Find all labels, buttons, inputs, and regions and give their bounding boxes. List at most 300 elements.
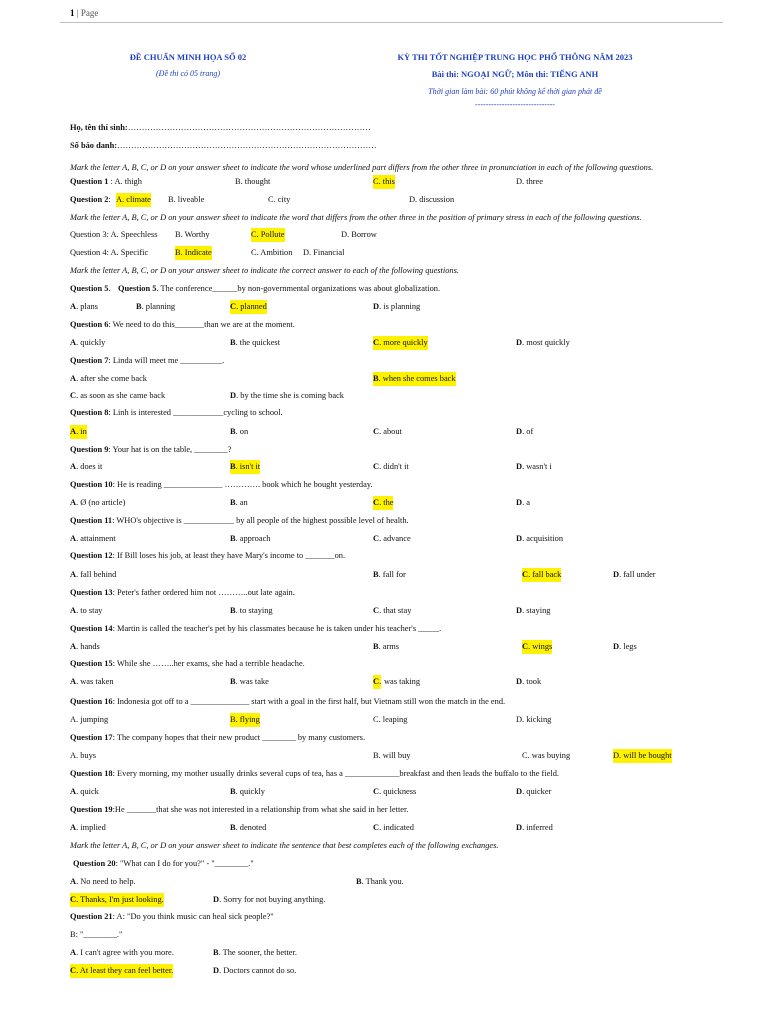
- candidate-id-label: Số báo danh:: [70, 141, 118, 150]
- highlighted-answer: [373, 675, 381, 689]
- bold-label: Question 18: [70, 769, 113, 778]
- bold-label: A: [70, 787, 77, 796]
- question-line: [0, 282, 768, 296]
- instruction-line: [0, 839, 768, 853]
- text: . Thanks, I'm just looking.: [76, 895, 164, 904]
- bold-label: C: [373, 823, 380, 832]
- bold-label: C: [70, 966, 77, 975]
- instruction-text: Mark the letter A, B, C, or D on your answer sheet to indicate the sentence that best completes each of the following exchanges.: [70, 841, 499, 850]
- line-text: [213, 893, 325, 907]
- text: . inferred: [522, 823, 553, 832]
- line-text: [230, 496, 248, 510]
- bold-label: A: [70, 948, 77, 957]
- text: C. was buying: [522, 751, 571, 760]
- line-text: [213, 964, 296, 978]
- bold-label: C: [373, 787, 380, 796]
- bold-label: Question 21: [70, 912, 113, 921]
- bold-label: D: [373, 302, 380, 311]
- question-line: [0, 964, 768, 978]
- bold-label: B: [136, 302, 142, 311]
- line-text: [70, 713, 108, 727]
- line-text: [70, 622, 441, 636]
- bold-label: D: [516, 787, 523, 796]
- line-text: [516, 425, 533, 439]
- text: . fall behind: [76, 570, 117, 579]
- highlighted-answer: [230, 460, 260, 474]
- line-text: [70, 372, 147, 386]
- highlighted-answer: [373, 336, 428, 350]
- question-line: [0, 928, 768, 942]
- text: . indicated: [379, 823, 414, 832]
- bold-label: A: [70, 823, 77, 832]
- line-text: [516, 532, 563, 546]
- text: : "What can I do for you?" - "________.": [115, 859, 254, 868]
- bold-label: B: [373, 642, 379, 651]
- instruction-text: Mark the letter A, B, C, or D on your answer sheet to indicate the correct answer to each of the following questions.: [70, 266, 459, 275]
- exam-title: KỲ THI TỐT NGHIỆP TRUNG HỌC PHỔ THÔNG NĂM 2023: [397, 52, 633, 62]
- bold-label: D: [516, 534, 523, 543]
- highlighted-answer: [230, 300, 267, 314]
- text: : While she ……..her exams, she had a terrible headache.: [112, 659, 305, 668]
- bold-label: C: [373, 462, 380, 471]
- text: . as soon as she came back: [76, 391, 166, 400]
- line-text: [70, 514, 409, 528]
- question-line: [0, 514, 768, 528]
- line-text: [373, 785, 416, 799]
- bold-label: C: [373, 534, 380, 543]
- line-text: [70, 246, 148, 260]
- question-line: [0, 657, 768, 671]
- bold-label: C: [373, 677, 380, 686]
- line-text: [251, 246, 292, 260]
- text: . planned: [236, 302, 267, 311]
- text: . Thank you.: [361, 877, 404, 886]
- line-text: [516, 496, 530, 510]
- line-text: [70, 910, 274, 924]
- text: : He is reading ______________ …………. book which he bought yesterday.: [112, 480, 373, 489]
- text: A. buys: [70, 751, 97, 760]
- text: . At least they can feel better.: [76, 966, 174, 975]
- text: . acquisition: [522, 534, 564, 543]
- line-text: [516, 713, 551, 727]
- page-number: 1: [70, 8, 75, 18]
- text: . isn't it: [235, 462, 261, 471]
- question-line: [0, 425, 768, 439]
- line-text: [118, 282, 440, 296]
- line-text: [373, 568, 406, 582]
- bold-label: C: [522, 642, 529, 651]
- line-text: [168, 193, 204, 207]
- line-text: [70, 785, 99, 799]
- question-line: [0, 549, 768, 563]
- text: .: [379, 677, 382, 686]
- text: . in: [76, 427, 87, 436]
- bold-label: A: [70, 534, 77, 543]
- line-text: [136, 300, 175, 314]
- line-text: [70, 875, 136, 889]
- highlighted-answer: [116, 193, 151, 207]
- question-line: [0, 875, 768, 889]
- text: C. Ambition: [251, 248, 293, 257]
- line-text: [341, 228, 377, 242]
- bold-label: B: [230, 534, 236, 543]
- line-text: [373, 749, 410, 763]
- text: . The conference______by non-governmental organizations was about globalization.: [156, 284, 441, 293]
- text: . fall for: [378, 570, 406, 579]
- highlighted-answer: [613, 749, 672, 763]
- text: . of: [522, 427, 534, 436]
- line-text: [70, 496, 125, 510]
- line-text: [70, 549, 345, 563]
- line-text: [70, 389, 165, 403]
- question-line: [0, 731, 768, 745]
- line-text: [230, 532, 270, 546]
- line-text: [516, 785, 551, 799]
- line-text: [70, 675, 114, 689]
- question-line: [0, 568, 768, 582]
- line-text: [230, 675, 269, 689]
- bold-label: C: [70, 391, 77, 400]
- text: . hands: [76, 642, 100, 651]
- text: . Ø (no article): [76, 498, 126, 507]
- question-line: [0, 193, 768, 207]
- bold-label: C: [373, 498, 380, 507]
- question-line: [0, 695, 768, 709]
- line-text: [70, 300, 98, 314]
- bold-label: Question 20: [73, 859, 116, 868]
- line-text: [70, 193, 111, 207]
- bold-label: B: [356, 877, 362, 886]
- text: : Martin is called the teacher's pet by his classmates because he is taken under his teacher's _____.: [112, 624, 442, 633]
- bold-label: B: [213, 948, 219, 957]
- bold-label: D: [516, 462, 523, 471]
- question-line: [0, 910, 768, 924]
- bold-label: D: [213, 966, 220, 975]
- text: :: [108, 195, 111, 204]
- candidate-name-label: Họ, tên thí sinh:: [70, 123, 128, 132]
- text: C. Pollute: [251, 230, 285, 239]
- text: : If Bill loses his job, at least they have Mary's income to _______on.: [112, 551, 346, 560]
- bold-label: Question 16: [70, 697, 113, 706]
- line-text: [384, 675, 420, 689]
- text: B. thought: [235, 177, 271, 186]
- question-line: [0, 857, 768, 871]
- text: . an: [235, 498, 248, 507]
- line-text: [70, 604, 102, 618]
- line-text: [70, 928, 122, 942]
- bold-label: Question 5: [70, 284, 109, 293]
- text: .: [108, 284, 111, 293]
- text: A. climate: [116, 195, 151, 204]
- line-text: [70, 695, 505, 709]
- text: D. Financial: [303, 248, 345, 257]
- text: . the: [379, 498, 394, 507]
- line-text: [70, 228, 157, 242]
- bold-label: C: [230, 302, 237, 311]
- line-text: [70, 175, 142, 189]
- text: : Linh is interested ____________cycling to school.: [108, 408, 283, 417]
- text: . implied: [76, 823, 106, 832]
- line-text: [70, 767, 559, 781]
- text: B. Worthy: [175, 230, 210, 239]
- bold-label: Question 9: [70, 445, 109, 454]
- highlighted-answer: [251, 228, 285, 242]
- bold-label: A: [70, 677, 77, 686]
- text: . was take: [235, 677, 269, 686]
- bold-label: Question 17: [70, 733, 113, 742]
- question-line: [0, 893, 768, 907]
- bold-label: C: [373, 338, 380, 347]
- line-text: [230, 821, 266, 835]
- bold-label: C: [70, 895, 77, 904]
- text: . approach: [235, 534, 271, 543]
- question-line: [0, 496, 768, 510]
- text: B: "________.": [70, 930, 123, 939]
- text: . advance: [379, 534, 411, 543]
- line-text: [230, 336, 280, 350]
- text: : WHO's objective is ____________ by all people of the highest possible level of health.: [112, 516, 409, 525]
- question-line: [0, 586, 768, 600]
- text: D. will be bought: [613, 751, 672, 760]
- text: . denoted: [235, 823, 267, 832]
- bold-label: D: [230, 391, 237, 400]
- bold-label: A: [70, 877, 77, 886]
- text: . by the time she is coming back: [236, 391, 344, 400]
- bold-label: C: [373, 606, 380, 615]
- question-line: [0, 640, 768, 654]
- text: : A: "Do you think music can heal sick people?": [112, 912, 274, 921]
- line-text: [516, 604, 550, 618]
- line-text: [70, 586, 295, 600]
- line-text: [613, 568, 656, 582]
- text: . I can't agree with you more.: [76, 948, 174, 957]
- question-line: [0, 821, 768, 835]
- question-line: [0, 460, 768, 474]
- candidate-id-line: [0, 139, 768, 153]
- line-text: [70, 568, 116, 582]
- text: A. jumping: [70, 715, 109, 724]
- question-line: [0, 785, 768, 799]
- text: . arms: [378, 642, 400, 651]
- line-text: [73, 857, 254, 871]
- line-text: [516, 460, 552, 474]
- bold-label: A: [70, 642, 77, 651]
- question-line: [0, 246, 768, 260]
- text: . wasn't i: [522, 462, 552, 471]
- line-text: [213, 946, 297, 960]
- text: . that stay: [379, 606, 412, 615]
- highlighted-answer: [373, 372, 456, 386]
- question-line: [0, 803, 768, 817]
- bold-label: Question 13: [70, 588, 113, 597]
- line-text: [230, 425, 248, 439]
- text: . does it: [76, 462, 103, 471]
- text: : We need to do this_______than we are at the moment.: [108, 320, 295, 329]
- line-text: [230, 785, 265, 799]
- instruction-line: [0, 264, 768, 278]
- text: . didn't it: [379, 462, 409, 471]
- text: . about: [379, 427, 402, 436]
- bold-label: B: [230, 787, 236, 796]
- text: D. three: [516, 177, 543, 186]
- text: . quickly: [235, 787, 265, 796]
- line-text: [373, 460, 409, 474]
- text: . The sooner, the better.: [218, 948, 297, 957]
- candidate-id-dots: …………………………………………………………………………………: [117, 141, 377, 150]
- bold-label: A: [70, 570, 77, 579]
- text: :He _______that she was not interested in a relationship from what she said in her letter.: [112, 805, 409, 814]
- bold-label: D: [516, 606, 523, 615]
- bold-label: D: [516, 677, 523, 686]
- exam-code-title: ĐỀ CHUẨN MINH HỌA SỐ 02: [129, 52, 247, 62]
- bold-label: Question 5: [118, 284, 157, 293]
- question-line: [0, 604, 768, 618]
- line-text: [373, 821, 414, 835]
- bold-label: Question 11: [70, 516, 113, 525]
- exam-title-rule: ------------------------------: [475, 100, 555, 109]
- text: B. will buy: [373, 751, 411, 760]
- text: . is planning: [379, 302, 421, 311]
- text: . after she come back: [76, 374, 147, 383]
- line-text: [373, 532, 411, 546]
- text: . took: [522, 677, 542, 686]
- text: : Peter's father ordered him not ………..out late again.: [112, 588, 295, 597]
- bold-label: B: [230, 498, 236, 507]
- bold-label: A: [70, 498, 77, 507]
- bold-label: D: [613, 642, 620, 651]
- text: B. flying: [230, 715, 260, 724]
- question-line: [0, 675, 768, 689]
- line-text: [70, 532, 116, 546]
- bold-label: B: [230, 823, 236, 832]
- bold-label: Question 14: [70, 624, 113, 633]
- text: . to stay: [76, 606, 103, 615]
- text: . quickness: [379, 787, 417, 796]
- text: . quickly: [76, 338, 106, 347]
- line-text: [70, 282, 111, 296]
- text: . fall back: [528, 570, 562, 579]
- line-text: [373, 713, 407, 727]
- highlighted-answer: [175, 246, 212, 260]
- text: . to staying: [235, 606, 273, 615]
- bold-label: D: [516, 823, 523, 832]
- question-line: [0, 175, 768, 189]
- question-line: [0, 372, 768, 386]
- line-text: [373, 300, 420, 314]
- line-text: [70, 749, 96, 763]
- line-text: [70, 406, 283, 420]
- bold-label: Question 2: [70, 195, 109, 204]
- line-text: [70, 460, 102, 474]
- question-line: [0, 228, 768, 242]
- line-text: [70, 443, 231, 457]
- highlighted-answer: [70, 964, 173, 978]
- text: . the quickest: [235, 338, 281, 347]
- line-text: [70, 946, 174, 960]
- text: B. Indicate: [175, 248, 212, 257]
- line-text: [70, 731, 365, 745]
- bold-label: Question 6: [70, 320, 109, 329]
- line-text: [516, 336, 570, 350]
- instruction-line: [0, 211, 768, 225]
- bold-label: Question 7: [70, 356, 109, 365]
- text: . wings: [528, 642, 553, 651]
- bold-label: Question 12: [70, 551, 113, 560]
- line-text: [70, 640, 100, 654]
- text: . was taken: [76, 677, 114, 686]
- bold-label: A: [70, 606, 77, 615]
- text: C. city: [268, 195, 291, 204]
- line-text: [175, 228, 210, 242]
- text: . quick: [76, 787, 99, 796]
- bold-label: Question 15: [70, 659, 113, 668]
- highlighted-answer: [373, 175, 395, 189]
- highlighted-answer: [522, 568, 561, 582]
- text: D. kicking: [516, 715, 552, 724]
- bold-label: Question 10: [70, 480, 113, 489]
- candidate-name-line: [0, 121, 768, 135]
- bold-label: Question 8: [70, 408, 109, 417]
- bold-label: A: [70, 427, 77, 436]
- text: . when she comes back: [378, 374, 456, 383]
- line-text: [373, 425, 402, 439]
- bold-label: B: [373, 374, 379, 383]
- bold-label: B: [230, 677, 236, 686]
- question-line: [0, 318, 768, 332]
- text: . on: [235, 427, 249, 436]
- line-text: [613, 640, 637, 654]
- bold-label: D: [613, 570, 620, 579]
- bold-label: Question 1: [70, 177, 109, 186]
- bold-label: B: [373, 570, 379, 579]
- line-text: [373, 604, 411, 618]
- text: . Doctors cannot do so.: [219, 966, 297, 975]
- candidate-name-dots: ……………………………………………………………………………: [127, 123, 371, 132]
- text: . attainment: [76, 534, 116, 543]
- line-text: [230, 389, 344, 403]
- question-line: [0, 622, 768, 636]
- instruction-text: Mark the letter A, B, C, or D on your answer sheet to indicate the word that differs from the other three in the position of primary stress in each of the following questions.: [70, 213, 642, 222]
- bold-label: D: [213, 895, 220, 904]
- instruction-line: [0, 161, 768, 175]
- question-line: [0, 946, 768, 960]
- question-line: [0, 389, 768, 403]
- text: . staying: [522, 606, 551, 615]
- line-text: [268, 193, 290, 207]
- text: D. Borrow: [341, 230, 377, 239]
- bold-label: A: [70, 374, 77, 383]
- page-header-label: Page: [80, 8, 99, 18]
- text: : Linda will meet me __________.: [108, 356, 225, 365]
- question-line: [0, 406, 768, 420]
- highlighted-answer: [70, 425, 87, 439]
- text: . legs: [619, 642, 637, 651]
- line-text: [70, 803, 408, 817]
- bold-label: A: [70, 338, 77, 347]
- instruction-text: Mark the letter A, B, C, or D on your answer sheet to indicate the word whose underlined part differs from the other three in pronunciation in each of the following questions.: [70, 163, 654, 172]
- line-text: [303, 246, 344, 260]
- bold-label: D: [516, 338, 523, 347]
- line-text: [235, 175, 270, 189]
- text: Question 3: A. Speechless: [70, 230, 158, 239]
- question-line: [0, 767, 768, 781]
- bold-label: A: [70, 302, 77, 311]
- question-line: [0, 713, 768, 727]
- text: was taking: [384, 677, 421, 686]
- line-text: [70, 336, 105, 350]
- text: . a: [522, 498, 530, 507]
- highlighted-answer: [522, 640, 552, 654]
